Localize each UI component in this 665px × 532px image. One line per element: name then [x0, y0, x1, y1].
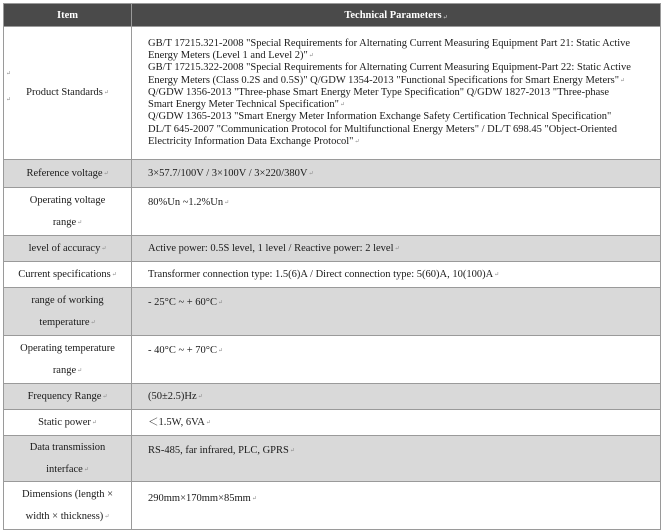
- standard-line: GB/T 17215.322-2008 "Special Requirements for Alternating Current Measuring Equipment-Part 22: Static Active: [148, 62, 631, 74]
- table-row-operating-voltage-range: [4, 188, 661, 236]
- row-value: 3×57.7/100V / 3×100V / 3×220/380V↵: [132, 160, 661, 188]
- row-value: 290mm×170mm×85mm↵: [132, 482, 661, 530]
- row-label: Current specifications↵: [4, 262, 132, 288]
- table-row-data-transmission-interface: [4, 436, 661, 482]
- row-label: range of working temperature↵: [4, 288, 132, 336]
- row-label: Operating temperature range↵: [4, 336, 132, 384]
- standard-line: Electricity Information Data Exchange Protocol"↵: [148, 136, 360, 148]
- standard-line: DL/T 645-2007 "Communication Protocol for Multifunctional Energy Meters" / DL/T 698.45 "Object-Oriented: [148, 123, 617, 135]
- table-row-operating-temperature: [4, 336, 661, 384]
- technical-parameters-table: [3, 3, 661, 530]
- row-label: Reference voltage↵: [4, 160, 132, 188]
- row-label: Operating voltage range↵: [4, 188, 132, 236]
- row-label: Frequency Range↵: [4, 384, 132, 410]
- standard-line: Smart Energy Meter Technical Specification"↵: [148, 99, 345, 111]
- table-row-level-of-accuracy: [4, 236, 661, 262]
- row-label: Dimensions (length × width × thickness)↵: [4, 482, 132, 530]
- row-label: Data transmission interface↵: [4, 436, 132, 482]
- table-row-static-power: [4, 410, 661, 436]
- row-value: [132, 27, 661, 160]
- table-header-row: [4, 4, 661, 27]
- row-value: - 25°C ~ + 60°C↵: [132, 288, 661, 336]
- row-label: level of accuracy↵: [4, 236, 132, 262]
- header-technical-parameters: Technical Parameters↵: [132, 4, 661, 27]
- standard-line: Energy Meters (Level 1 and Level 2)"↵: [148, 49, 314, 61]
- table-row-frequency-range: [4, 384, 661, 410]
- table-row-product-standards: [4, 27, 661, 160]
- row-value: (50±2.5)Hz↵: [132, 384, 661, 410]
- row-label: Static power↵: [4, 410, 132, 436]
- standard-line: Energy Meters (Class 0.2S and 0.5S)" Q/GDW 1354-2013 "Functional Specifications for Smart Energy Meters"↵: [148, 74, 626, 86]
- row-value: 80%Un ~1.2%Un↵: [132, 188, 661, 236]
- table-row-reference-voltage: [4, 160, 661, 188]
- row-value: ＜1.5W, 6VA↵: [132, 410, 661, 436]
- row-value: RS-485, far infrared, PLC, GPRS↵: [132, 436, 661, 482]
- standard-line: GB/T 17215.321-2008 "Special Requirements for Alternating Current Measuring Equipment Part 21: Static Active: [148, 37, 631, 49]
- row-value: Active power: 0.5S level, 1 level / Reactive power: 2 level↵: [132, 236, 661, 262]
- table-row-current-specifications: [4, 262, 661, 288]
- row-value: - 40°C ~ + 70°C↵: [132, 336, 661, 384]
- spec-table-container: [3, 3, 660, 530]
- row-label: ↵ ↵ Product Standards↵: [4, 27, 132, 160]
- table-row-dimensions: [4, 482, 661, 530]
- standard-line: Q/GDW 1356-2013 "Three-phase Smart Energy Meter Type Specification" Q/GDW 1827-2013 "Three-phase: [148, 86, 609, 98]
- standard-line: Q/GDW 1365-2013 "Smart Energy Meter Information Exchange Safety Certification Technical Specification": [148, 111, 612, 123]
- header-item: Item: [4, 4, 132, 27]
- table-row-working-temperature: [4, 288, 661, 336]
- row-value: Transformer connection type: 1.5(6)A / Direct connection type: 5(60)A, 10(100)A↵: [132, 262, 661, 288]
